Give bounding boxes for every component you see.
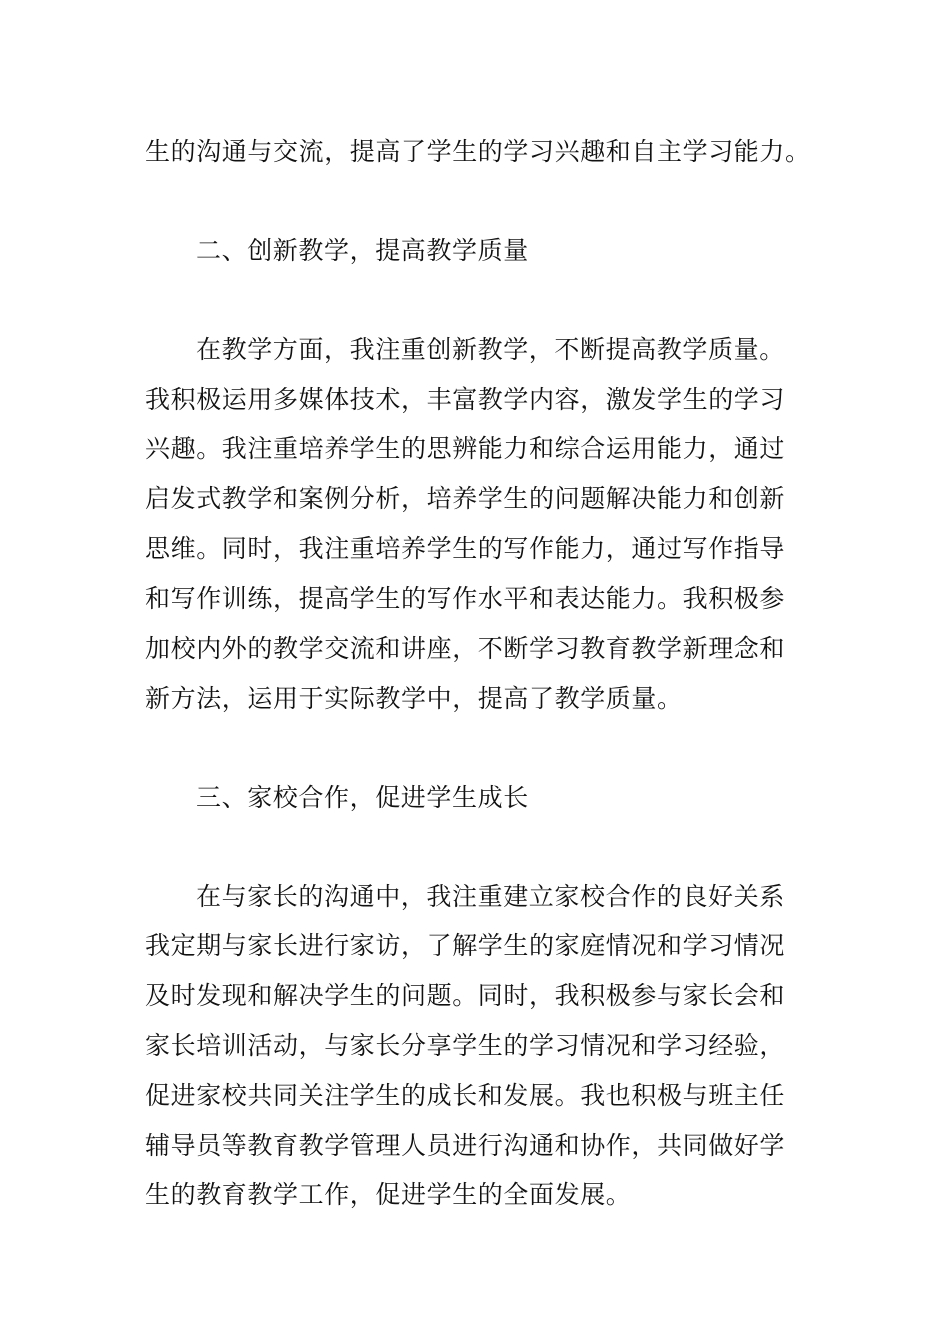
paragraph-line: 家长培训活动，与家长分享学生的学习情况和学习经验，	[145, 1031, 786, 1060]
paragraph-line: 和写作训练，提高学生的写作水平和表达能力。我积极参	[145, 584, 786, 613]
continuation-line: 生的沟通与交流，提高了学生的学习兴趣和自主学习能力。	[145, 137, 811, 166]
section-3-heading: 三、家校合作，促进学生成长	[196, 783, 529, 812]
paragraph-line: 及时发现和解决学生的问题。同时，我积极参与家长会和	[145, 981, 786, 1010]
paragraph-line: 在教学方面，我注重创新教学，不断提高教学质量。	[196, 335, 785, 364]
paragraph-line: 在与家长的沟通中，我注重建立家校合作的良好关系	[196, 882, 785, 911]
paragraph-line: 思维。同时，我注重培养学生的写作能力，通过写作指导	[145, 534, 786, 563]
paragraph-line: 生的教育教学工作，促进学生的全面发展。	[145, 1180, 632, 1209]
paragraph-line: 启发式教学和案例分析，培养学生的问题解决能力和创新	[145, 484, 786, 513]
paragraph-line: 新方法，运用于实际教学中，提高了教学质量。	[145, 684, 683, 713]
paragraph-line: 我积极运用多媒体技术，丰富教学内容，激发学生的学习	[145, 385, 786, 414]
paragraph-line: 兴趣。我注重培养学生的思辨能力和综合运用能力，通过	[145, 434, 786, 463]
paragraph-line: 促进家校共同关注学生的成长和发展。我也积极与班主任	[145, 1081, 786, 1110]
paragraph-line: 我定期与家长进行家访，了解学生的家庭情况和学习情况	[145, 931, 786, 960]
paragraph-line: 加校内外的教学交流和讲座，不断学习教育教学新理念和	[145, 634, 786, 663]
section-2-heading: 二、创新教学，提高教学质量	[196, 236, 529, 265]
paragraph-line: 辅导员等教育教学管理人员进行沟通和协作，共同做好学	[145, 1131, 786, 1160]
